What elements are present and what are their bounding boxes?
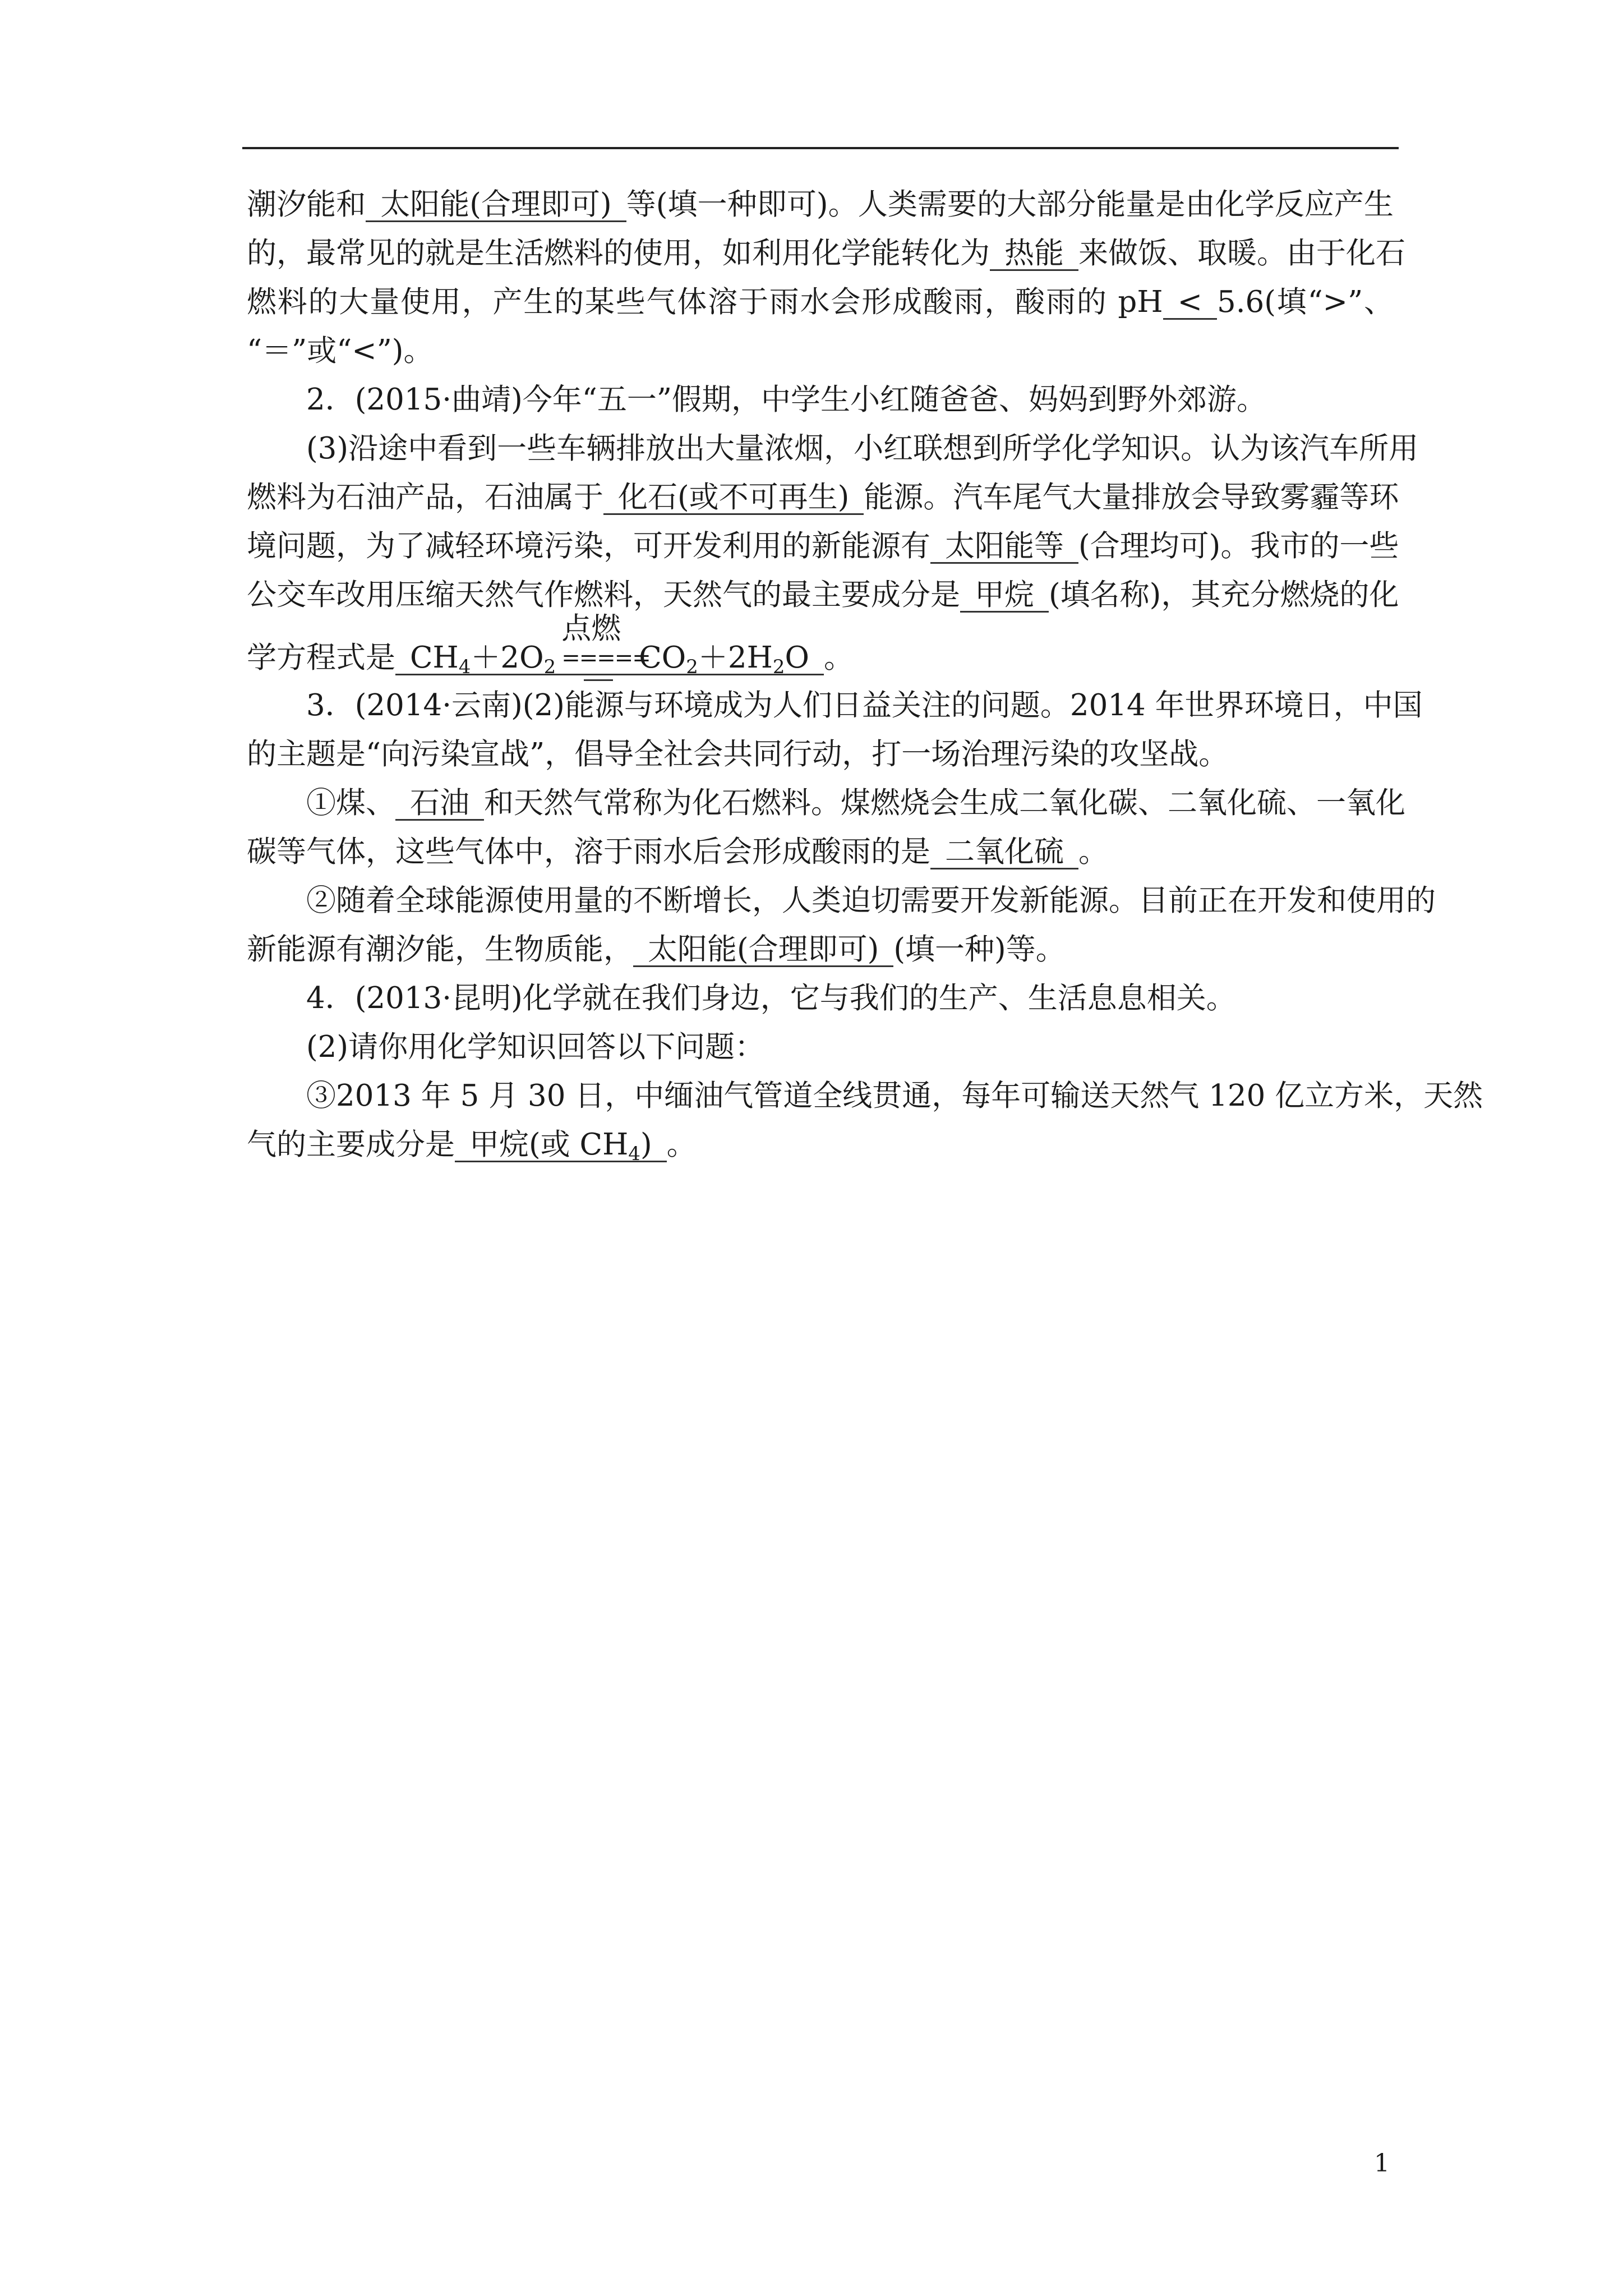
text: 学方程式是	[247, 641, 395, 675]
text: ①煤、	[306, 786, 395, 820]
q2-line-1	[247, 431, 1419, 466]
text: 气的主要成分是	[247, 1128, 455, 1162]
text: 。	[666, 1128, 697, 1162]
answer-blank: 太阳能等	[930, 531, 1078, 564]
q3-part-2-line-2	[247, 933, 1394, 967]
q3-part-2-line-1	[247, 884, 1436, 918]
text: (合理均可)。我市的一些	[1078, 529, 1399, 563]
q3-part-1-line-1	[247, 786, 1405, 820]
question-heading: 2．(2015·曲靖)今年“五一”假期，中学生小红随爸爸、妈妈到野外郊游。	[306, 383, 1266, 417]
text: 碳等气体，这些气体中，溶于雨水后会形成酸雨的是	[247, 835, 930, 869]
text: 5.6(填“>”、	[1216, 285, 1394, 319]
reaction-condition	[561, 611, 650, 674]
text: 境问题，为了减轻环境污染，可开发利用的新能源有	[247, 529, 930, 563]
q2-line-2	[247, 480, 1399, 514]
answer-blank	[455, 1128, 667, 1165]
formula-co2: CO	[639, 641, 686, 675]
answer-blank: 太阳能(合理即可)	[633, 934, 893, 967]
question-heading: 3．(2014·云南)(2)能源与环境成为人们日益关注的问题。2014 年世界环境日，中国	[306, 688, 1423, 723]
q2-equation-line	[247, 611, 1394, 678]
answer-blank: <	[1163, 287, 1217, 320]
formula-ch4: CH	[410, 641, 459, 675]
equation-blank	[395, 611, 824, 678]
text: 燃料的大量使用，产生的某些气体溶于雨水会形成酸雨，酸雨的 pH	[247, 285, 1163, 319]
answer-blank: 二氧化硫	[930, 836, 1078, 869]
q1-line-2	[247, 236, 1405, 270]
q3-part-1-line-2	[247, 835, 1394, 869]
answer-blank: 甲烷	[960, 579, 1049, 613]
formula-plus-o2: ＋2O	[471, 641, 544, 675]
answer-blank: 化石(或不可再生)	[603, 482, 864, 515]
q3-intro	[247, 688, 1423, 723]
subscript: 4	[458, 656, 471, 678]
text: (3)沿途中看到一些车辆排放出大量浓烟，小红联想到所学化学知识。认为该汽车所用	[306, 431, 1419, 466]
document-body	[247, 187, 1483, 1177]
text: 和天然气常称为化石燃料。煤燃烧会生成二氧化碳、二氧化硫、一氧化	[484, 786, 1405, 820]
question-heading: 4．(2013·昆明)化学就在我们身边，它与我们的生产、生活息息相关。	[306, 981, 1236, 1015]
text: “＝”或“<”)。	[247, 334, 434, 368]
q2-line-3	[247, 529, 1399, 563]
text: 的主题是“向污染宣战”，倡导全社会共同行动，打一场治理污染的攻坚战。	[247, 737, 1229, 771]
text: 能源。汽车尾气大量排放会导致雾霾等环	[864, 480, 1399, 514]
answer-text: 甲烷(或 CH	[469, 1128, 629, 1162]
text: 新能源有潮汐能，生物质能，	[247, 932, 633, 967]
text: (填名称)，其充分燃烧的化	[1049, 578, 1399, 612]
text: 来做饭、取暖。由于化石	[1078, 236, 1405, 270]
formula-plus-h2: ＋2H	[698, 641, 773, 675]
q3-intro-2	[247, 738, 1394, 771]
text: 的，最常见的就是生活燃料的使用，如利用化学能转化为	[247, 236, 990, 270]
q4-part-3-line-2	[247, 1128, 1394, 1165]
q4-sub	[247, 1030, 1394, 1064]
text: 等(填一种即可)。人类需要的大部分能量是由化学反应产生	[626, 187, 1394, 222]
text: ③2013 年 5 月 30 日，中缅油气管道全线贯通，每年可输送天然气 120 亿立方米，天然	[306, 1079, 1483, 1113]
equals-sign: =====	[561, 645, 650, 671]
text: 燃料为石油产品，石油属于	[247, 480, 603, 514]
q1-line-3	[247, 286, 1394, 319]
q4-part-3-line-1	[247, 1079, 1483, 1113]
q1-line-1	[247, 188, 1394, 222]
q1-line-4	[247, 334, 1394, 368]
q2-line-4	[247, 578, 1399, 612]
page-number: 1	[1374, 2149, 1390, 2178]
answer-blank: 石油	[395, 788, 484, 821]
subscript: 2	[543, 656, 556, 678]
text: 。	[1078, 835, 1108, 869]
answer-blank: 热能	[990, 238, 1078, 271]
text: 潮汐能和	[247, 187, 366, 222]
text: 。	[823, 641, 854, 675]
formula-o: O	[785, 641, 809, 675]
subscript: 2	[686, 656, 698, 678]
header-rule	[242, 147, 1399, 149]
q2-intro	[247, 383, 1394, 417]
q4-intro	[247, 982, 1394, 1015]
subscript: 2	[772, 656, 785, 678]
answer-text-end: )	[640, 1128, 652, 1162]
condition-underline	[584, 679, 613, 681]
text: ②随着全球能源使用量的不断增长，人类迫切需要开发新能源。目前正在开发和使用的	[306, 884, 1436, 918]
condition-label: 点燃	[561, 611, 621, 646]
subscript: 4	[628, 1143, 640, 1165]
text: (填一种)等。	[893, 932, 1066, 967]
answer-blank: 太阳能(合理即可)	[366, 189, 626, 222]
text: 公交车改用压缩天然气作燃料，天然气的最主要成分是	[247, 578, 960, 612]
text: (2)请你用化学知识回答以下问题：	[306, 1030, 765, 1064]
